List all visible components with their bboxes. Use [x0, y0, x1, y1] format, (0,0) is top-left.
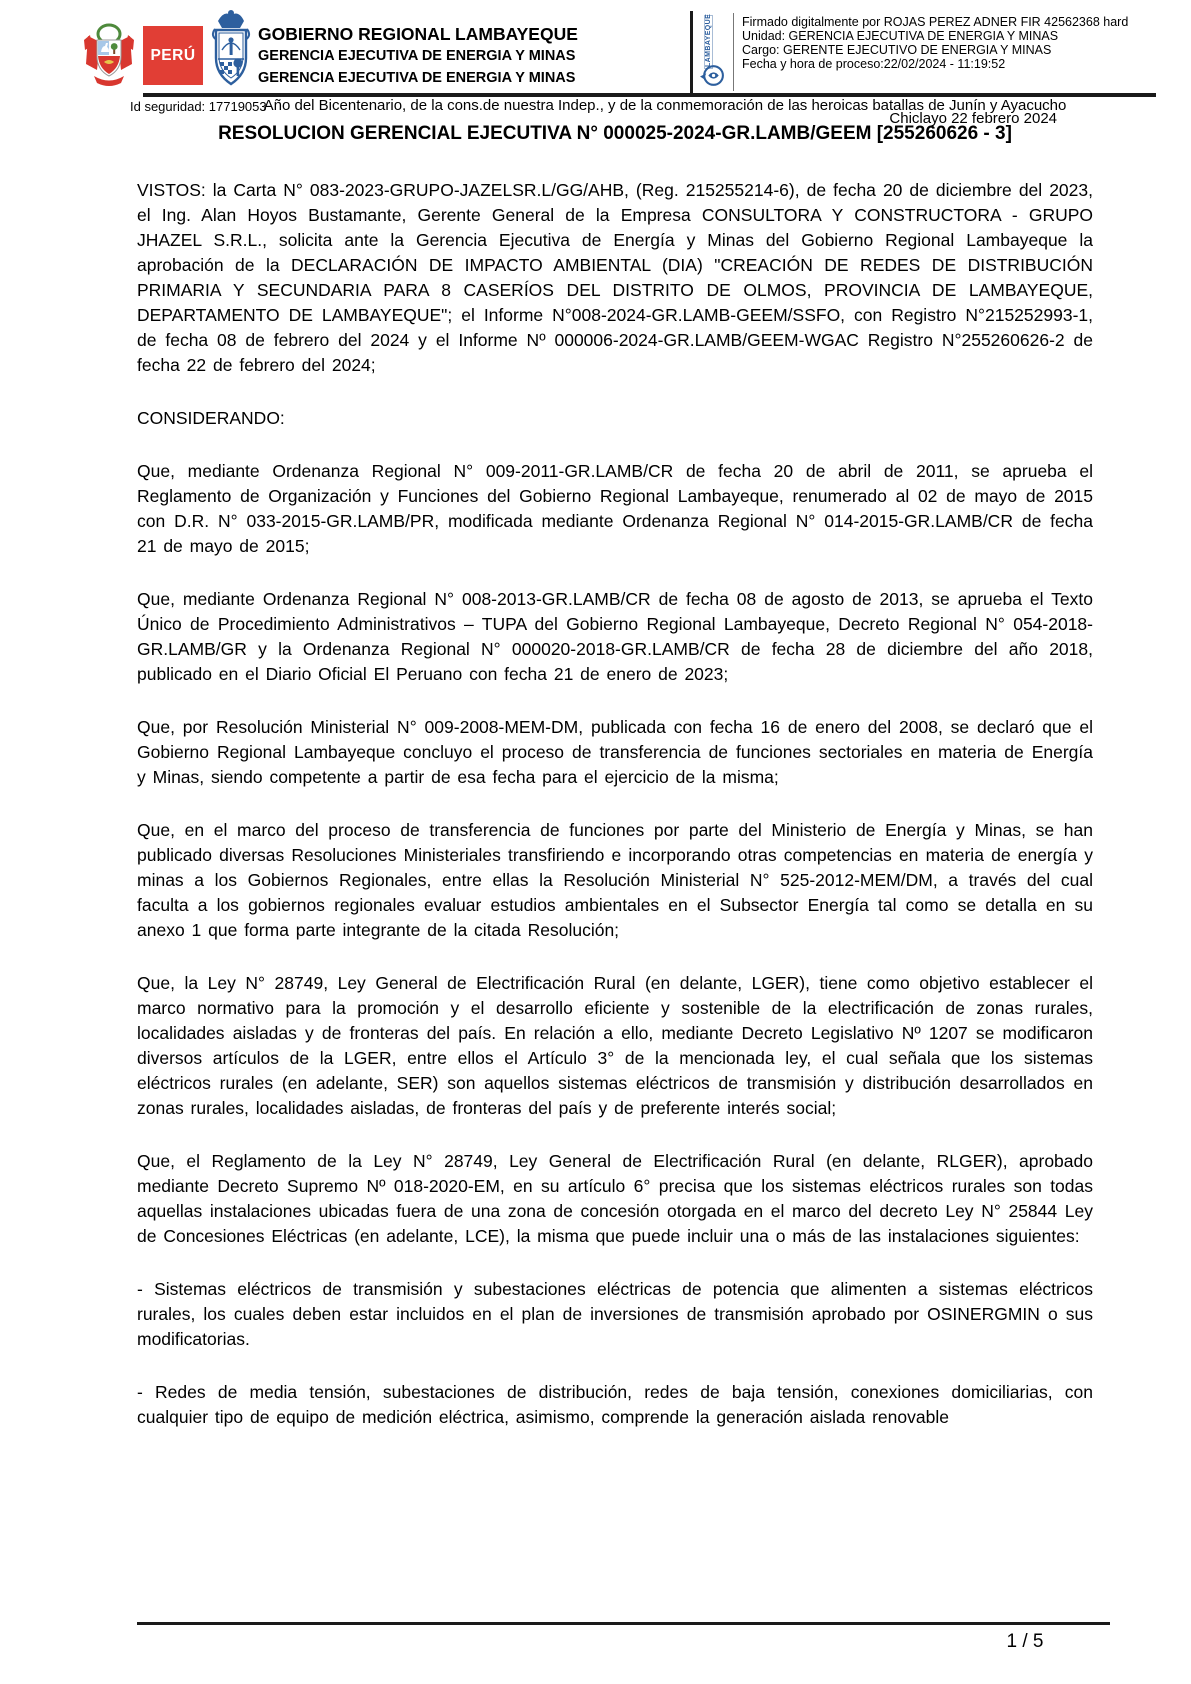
org-name-line-3: GERENCIA EJECUTIVA DE ENERGIA Y MINAS — [258, 70, 576, 86]
gobierno-regional-seal-icon — [699, 62, 726, 89]
peru-logo — [143, 26, 203, 85]
footer-rule — [137, 1622, 1110, 1625]
vistos-paragraph: VISTOS: la Carta N° 083-2023-GRUPO-JAZELSR.L/GG/AHB, (Reg. 215255214-6), de fecha 20 de diciembre del 2023, el Ing. Alan Hoyos Bustamante, Gerente General de la Empresa CONSULTORA Y CONSTRUCTORA - GRUPO JHAZEL S.R.L., solicita ante la Gerencia Ejecutiva de Energía y Minas del Gobierno Regional Lambayeque la aprobación de la DECLARACIÓN DE IMPACTO AMBIENTAL (DIA) "CREACIÓN DE REDES DE DISTRIBUCIÓN PRIMARIA Y SECUNDARIA PARA 8 CASERÍOS DEL DISTRITO DE OLMOS, PROVINCIA DE LAMBAYEQUE, DEPARTAMENTO DE LAMBAYEQUE"; el Informe N°008-2024-GR.LAMB-GEEM/SSFO, con Registro N°215252993-1, de fecha 08 de febrero del 2024 y el Informe Nº 000006-2024-GR.LAMB/GEEM-WGAC Registro N°255260626-2 de fecha 22 de febrero del 2024; — [137, 180, 1093, 375]
signature-box-divider-left — [690, 11, 693, 97]
signature-line-unidad: Unidad: GERENCIA EJECUTIVA DE ENERGIA Y MINAS — [742, 29, 1059, 43]
org-name-line-2: GERENCIA EJECUTIVA DE ENERGIA Y MINAS — [258, 48, 576, 64]
signature-box-side-label: LAMBAYEQUE — [705, 13, 712, 67]
list-item-redes-media-tension: - Redes de media tensión, subestaciones de distribución, redes de baja tensión, conexiones domiciliarias, con cualquier tipo de equipo de medición eléctrica, asimismo, comprende la generación aislada renovable — [137, 1382, 1093, 1427]
list-item-sistemas-electricos: - Sistemas eléctricos de transmisión y subestaciones eléctricas de potencia que alimenten a sistemas eléctricos rurales, los cuales deben estar incluidos en el plan de inversiones de transmisión aprobado por OSINERGMIN o sus modificatorias. — [137, 1279, 1093, 1349]
considerando-paragraph-2: Que, mediante Ordenanza Regional N° 008-2013-GR.LAMB/CR de fecha 08 de agosto de 2013, se aprueba el Texto Único de Procedimiento Administrativos – TUPA del Gobierno Regional Lambayeque, Decreto Regional N° 054-2018-GR.LAMB/GR y la Ordenanza Regional N° 000020-2018-GR.LAMB/CR de fecha 28 de diciembre del año 2018, publicado en el Diario Oficial El Peruano con fecha 21 de enero de 2023; — [137, 589, 1093, 684]
lambayeque-shield-icon — [208, 8, 254, 90]
resolution-title: RESOLUCION GERENCIAL EJECUTIVA N° 000025-2024-GR.LAMB/GEEM [255260626 - 3] — [218, 123, 1012, 144]
considerando-heading: CONSIDERANDO: — [137, 408, 285, 428]
signature-box-divider-right — [733, 13, 734, 91]
considerando-paragraph-5: Que, la Ley N° 28749, Ley General de Electrificación Rural (en delante, LGER), tiene como objetivo establecer el marco normativo para la promoción y el desarrollo eficiente y sostenible de la electrificación de zonas rurales, localidades aisladas y de fronteras del país. En relación a ello, mediante Decreto Legislativo Nº 1207 se modificaron diversos artículos de la LGER, entre ellos el Artículo 3° de la mencionada ley, el cual señala que los sistemas eléctricos rurales (en adelante, SER) son aquellos sistemas eléctricos de transmisión y distribución desarrollados en zonas rurales, localidades aisladas, de fronteras del país y de preferente interés social; — [137, 973, 1093, 1118]
signature-line-signer: Firmado digitalmente por ROJAS PEREZ ADNER FIR 42562368 hard — [742, 15, 1129, 29]
security-id: Id seguridad: 17719053 — [130, 99, 267, 114]
commemorative-year-line: Año del Bicentenario, de la cons.de nuestra Indep., y de la conmemoración de las heroicas batallas de Junín y Ayacucho — [263, 97, 1067, 114]
peru-logo-label: PERÚ — [150, 46, 196, 64]
document-body — [137, 178, 1093, 1458]
place-and-date: Chiclayo 22 febrero 2024 — [889, 110, 1057, 127]
signature-line-fecha: Fecha y hora de proceso:22/02/2024 - 11:19:52 — [742, 57, 1006, 71]
org-name-line-1: GOBIERNO REGIONAL LAMBAYEQUE — [258, 24, 578, 44]
peru-coat-of-arms-icon — [80, 20, 138, 86]
considerando-paragraph-1: Que, mediante Ordenanza Regional N° 009-2011-GR.LAMB/CR de fecha 20 de abril de 2011, se aprueba el Reglamento de Organización y Funciones del Gobierno Regional Lambayeque, renumerado al 02 de mayo de 2015 con D.R. N° 033-2015-GR.LAMB/PR, modificada mediante Ordenanza Regional N° 014-2015-GR.LAMB/CR de fecha 21 de mayo de 2015; — [137, 461, 1093, 556]
signature-line-cargo: Cargo: GERENTE EJECUTIVO DE ENERGIA Y MINAS — [742, 43, 1052, 57]
page-number: 1 / 5 — [1006, 1631, 1044, 1652]
considerando-paragraph-4: Que, en el marco del proceso de transferencia de funciones por parte del Ministerio de Energía y Minas, se han publicado diversas Resoluciones Ministeriales transfiriendo e incorporando otras competencias en materia de energía y minas a los Gobiernos Regionales, entre ellas la Resolución Ministerial N° 525-2012-MEM/DM, a través del cual faculta a los gobiernos regionales evaluar estudios ambientales en el Subsector Energía tal como se detalla en su anexo 1 que forma parte integrante de la citada Resolución; — [137, 820, 1093, 940]
considerando-paragraph-6: Que, el Reglamento de la Ley N° 28749, Ley General de Electrificación Rural (en delante, RLGER), aprobado mediante Decreto Supremo Nº 018-2020-EM, en su artículo 6° precisa que los sistemas eléctricos rurales son todas aquellas instalaciones ubicadas fuera de una zona de concesión otorgada en el marco del decreto Ley N° 25844 Ley de Concesiones Eléctricas (en adelante, LCE), la misma que puede incluir una o más de las instalaciones siguientes: — [137, 1151, 1093, 1246]
considerando-paragraph-3: Que, por Resolución Ministerial N° 009-2008-MEM-DM, publicada con fecha 16 de enero del 2008, se declaró que el Gobierno Regional Lambayeque concluyo el proceso de transferencia de funciones sectoriales en materia de Energía y Minas, siendo competente a partir de esa fecha para el ejercicio de la misma; — [137, 717, 1093, 787]
digital-signature-block — [742, 15, 1128, 71]
